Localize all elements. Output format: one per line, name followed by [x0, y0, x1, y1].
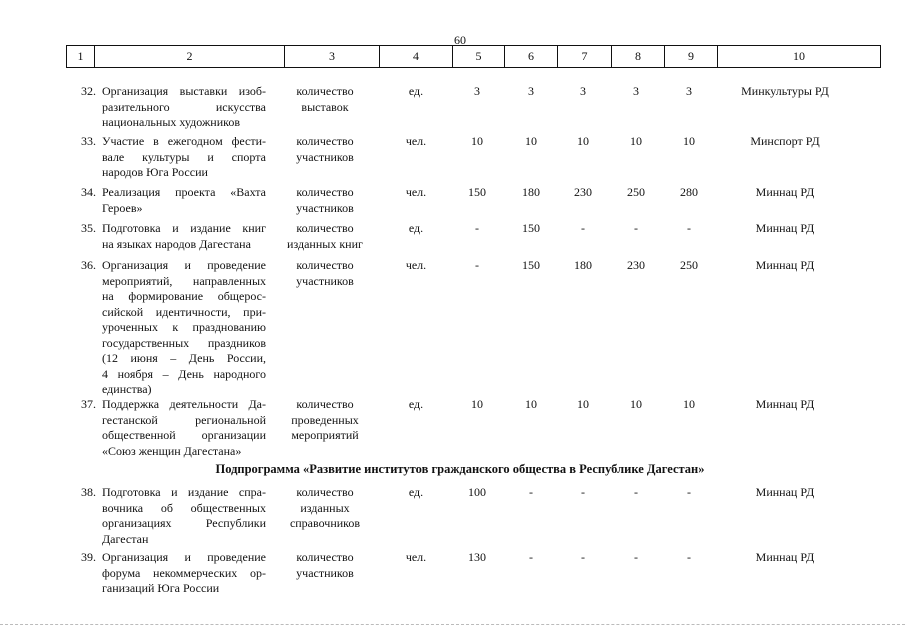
row-value-5: 10	[471, 134, 483, 148]
row-unit: ед.	[408, 221, 424, 235]
row-unit: ед.	[408, 485, 424, 499]
row-indicator: количество участников	[296, 258, 354, 288]
scan-edge-divider	[0, 624, 905, 629]
row-value-6: 150	[522, 221, 540, 235]
row-name-line: национальных художников	[102, 115, 241, 129]
page-number: 60	[454, 33, 466, 47]
row-value-9: 3	[686, 84, 692, 98]
row-value-6: -	[529, 550, 533, 564]
row-value-9: 280	[680, 185, 698, 199]
row-value-8: -	[634, 221, 638, 235]
row-value-9: -	[687, 485, 691, 499]
row-value-8: 10	[630, 397, 642, 411]
row-indicator: количество проведенных мероприятий	[291, 397, 359, 442]
row-value-5: -	[475, 221, 479, 235]
row-number: 32.	[81, 84, 96, 98]
row-value-6: 3	[528, 84, 534, 98]
row-name-line: ганизаций Юга России	[102, 581, 220, 595]
row-name-line: Героев»	[102, 200, 143, 215]
row-value-9: -	[687, 550, 691, 564]
row-number: 33.	[81, 134, 96, 148]
row-executor: Миннац РД	[755, 258, 815, 272]
row-value-5: 100	[468, 485, 486, 499]
row-name-line: вочника об общественных	[102, 500, 266, 515]
row-value-7: 10	[577, 397, 589, 411]
row-name	[102, 397, 266, 459]
header-col-6: 6	[505, 46, 558, 67]
header-col-4: 4	[380, 46, 453, 67]
row-value-9: 10	[683, 134, 695, 148]
row-name-line: Подготовка и издание книг	[102, 221, 266, 235]
row-executor: Минкультуры РД	[741, 84, 829, 98]
row-number: 38.	[81, 485, 96, 499]
row-name-line: разительного искусства	[102, 99, 266, 114]
row-value-7: 3	[580, 84, 586, 98]
row-value-8: 3	[633, 84, 639, 98]
row-executor: Миннац РД	[755, 221, 815, 235]
row-indicator: количество изданных книг	[287, 221, 363, 251]
row-value-6: 10	[525, 134, 537, 148]
row-unit: ед.	[408, 397, 424, 411]
row-name-line: 4 ноября – День народного	[102, 366, 266, 381]
row-name-line: Реализация проекта «Вахта	[102, 185, 266, 199]
row-name	[102, 84, 266, 131]
row-name-line: «Союз женщин Дагестана»	[102, 443, 242, 458]
row-value-5: 10	[471, 397, 483, 411]
row-name-line: вале культуры и спорта	[102, 149, 266, 164]
row-value-6: -	[529, 485, 533, 499]
row-name-line: Организация и проведение	[102, 550, 266, 564]
row-name	[102, 221, 266, 252]
row-unit: чел.	[405, 258, 427, 272]
row-value-6: 10	[525, 397, 537, 411]
row-name	[102, 485, 266, 547]
row-unit: чел.	[405, 134, 427, 148]
row-indicator: количество участников	[296, 550, 354, 580]
row-value-8: -	[634, 485, 638, 499]
row-value-5: 150	[468, 185, 486, 199]
row-number: 37.	[81, 397, 96, 411]
row-name-line: Участие в ежегодном фести-	[102, 134, 266, 148]
row-value-9: 250	[680, 258, 698, 272]
header-col-5: 5	[453, 46, 505, 67]
row-value-7: 180	[574, 258, 592, 272]
row-name-line: сийской идентичности, при-	[102, 304, 266, 319]
row-value-8: 250	[627, 185, 645, 199]
row-executor: Миннац РД	[755, 397, 815, 411]
row-executor: Миннац РД	[755, 185, 815, 199]
row-value-7: 230	[574, 185, 592, 199]
row-value-5: 130	[468, 550, 486, 564]
row-executor: Минспорт РД	[750, 134, 820, 148]
header-col-3: 3	[285, 46, 380, 67]
row-name-line: на формирование общерос-	[102, 289, 266, 303]
row-unit: ед.	[408, 84, 424, 98]
row-name-line: единства)	[102, 382, 152, 396]
row-unit: чел.	[405, 550, 427, 564]
row-executor: Миннац РД	[755, 550, 815, 564]
header-col-1: 1	[67, 46, 95, 67]
row-value-5: 3	[474, 84, 480, 98]
row-name-line: государственных праздников	[102, 335, 266, 350]
row-indicator: количество изданных справочников	[289, 485, 361, 530]
row-name-line: гестанской региональной	[102, 412, 266, 427]
header-col-7: 7	[558, 46, 612, 67]
row-name-line: уроченных к празднованию	[102, 320, 266, 334]
header-col-8: 8	[612, 46, 665, 67]
row-value-7: -	[581, 221, 585, 235]
row-value-7: 10	[577, 134, 589, 148]
row-value-9: 10	[683, 397, 695, 411]
row-executor: Миннац РД	[755, 485, 815, 499]
row-name	[102, 185, 266, 216]
row-name-line: на языках народов Дагестана	[102, 236, 251, 251]
row-number: 34.	[81, 185, 96, 199]
row-name	[102, 134, 266, 181]
row-number: 36.	[81, 258, 96, 272]
row-value-7: -	[581, 550, 585, 564]
row-value-9: -	[687, 221, 691, 235]
row-indicator: количество участников	[296, 185, 354, 215]
row-name-line: народов Юга России	[102, 165, 208, 179]
row-value-8: -	[634, 550, 638, 564]
row-name-line: (12 июня – День России,	[102, 351, 266, 365]
row-value-6: 180	[522, 185, 540, 199]
row-value-6: 150	[522, 258, 540, 272]
row-name-line: общественной организации	[102, 428, 266, 442]
header-col-2: 2	[95, 46, 285, 67]
row-number: 39.	[81, 550, 96, 564]
row-unit: чел.	[405, 185, 427, 199]
header-col-9: 9	[665, 46, 718, 67]
row-value-7: -	[581, 485, 585, 499]
row-value-8: 10	[630, 134, 642, 148]
row-indicator: количество выставок	[296, 84, 354, 114]
row-name-line: форума некоммерческих ор-	[102, 565, 266, 580]
row-indicator: количество участников	[296, 134, 354, 164]
row-value-8: 230	[627, 258, 645, 272]
row-name-line: Поддержка деятельности Да-	[102, 397, 266, 411]
row-name-line: Организация выставки изоб-	[102, 84, 266, 98]
row-value-5: -	[475, 258, 479, 272]
row-name-line: Подготовка и издание спра-	[102, 485, 266, 499]
row-name	[102, 550, 266, 597]
header-col-10: 10	[718, 46, 881, 67]
row-name-line: Организация и проведение	[102, 258, 266, 272]
row-number: 35.	[81, 221, 96, 235]
row-name	[102, 258, 266, 398]
table-header	[66, 45, 881, 68]
row-name-line: Дагестан	[102, 531, 149, 546]
row-name-line: организациях Республики	[102, 516, 266, 530]
row-name-line: мероприятий, направленных	[102, 273, 266, 288]
subprogram-title: Подпрограмма «Развитие институтов гражданского общества в Республике Дагестан»	[215, 462, 705, 476]
